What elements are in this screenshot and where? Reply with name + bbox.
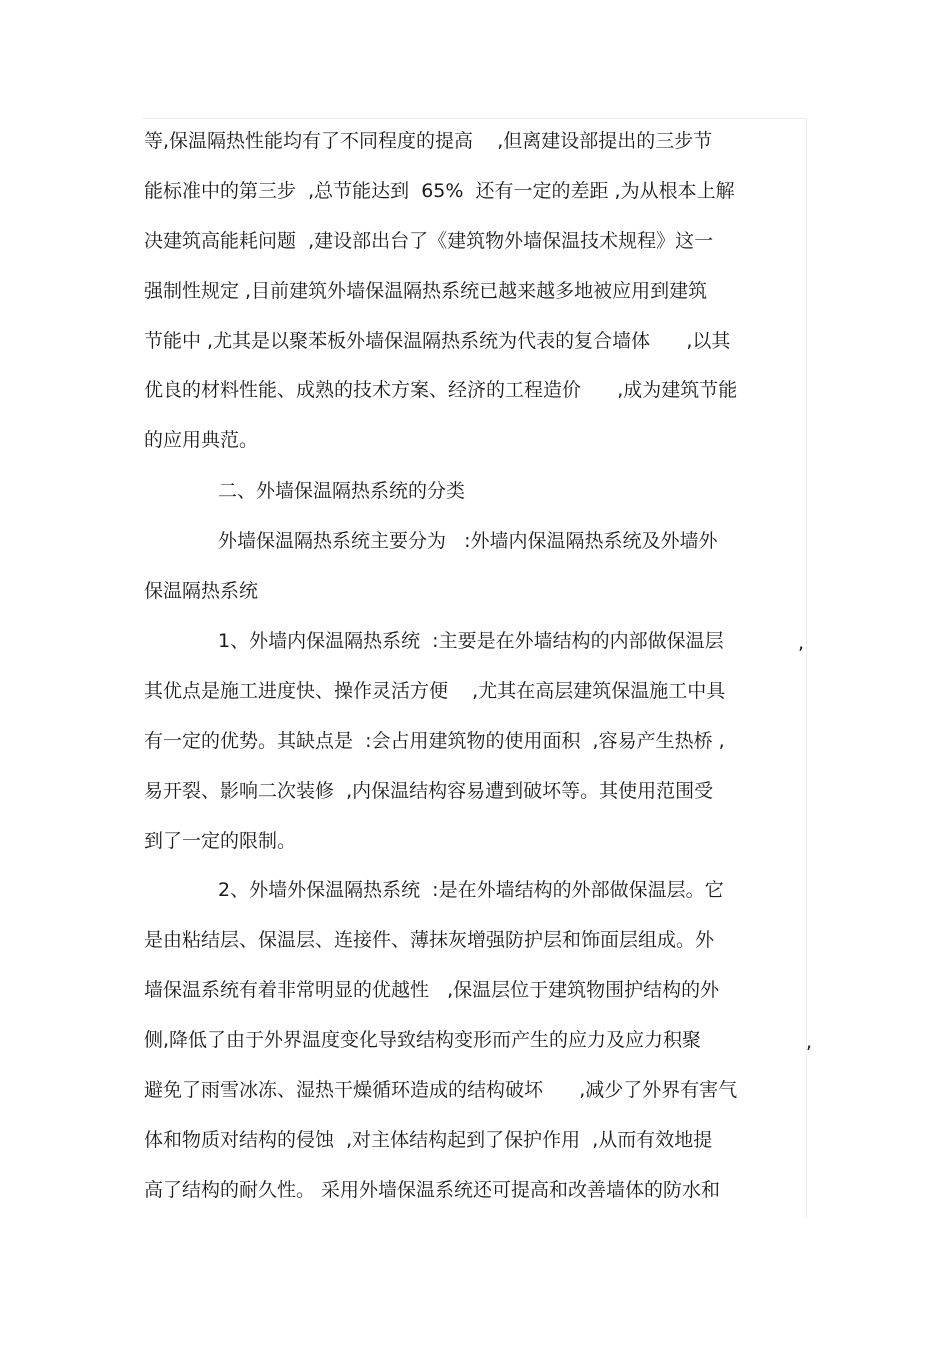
text-line-21: 体和物质对结构的侵蚀 ,对主体结构起到了保护作用 ,从而有效地提 (144, 1129, 713, 1151)
text-line-6: 优良的材料性能、成熟的技术方案、经济的工程造价 ,成为建筑节能 (144, 379, 738, 401)
trailing-comma-1: , (798, 632, 805, 654)
text-line-1: 等,保温隔热性能均有了不同程度的提高 ,但离建设部提出的三步节 (144, 130, 713, 152)
trailing-comma-2: , (806, 1031, 813, 1053)
text-line-17: 是由粘结层、保温层、连接件、薄抹灰增强防护层和饰面层组成。外 (144, 929, 715, 951)
text-line-2: 能标准中的第三步 ,总节能达到 65% 还有一定的差距 ,为从根本上解 (144, 180, 735, 202)
text-line-5: 节能中 ,尤其是以聚苯板外墙保温隔热系统为代表的复合墙体 ,以其 (144, 330, 731, 352)
text-line-22: 高了结构的耐久性。 采用外墙保温系统还可提高和改善墙体的防水和 (144, 1179, 721, 1201)
text-line-19: 侧,降低了由于外界温度变化导致结构变形而产生的应力及应力积聚 (144, 1029, 702, 1051)
text-line-11: 1、外墙内保温隔热系统 :主要是在外墙结构的内部做保温层 (218, 630, 724, 652)
text-line-7: 的应用典范。 (144, 429, 259, 451)
text-line-15: 到了一定的限制。 (144, 830, 297, 852)
text-line-14: 易开裂、影响二次装修 ,内保温结构容易遭到破坏等。其使用范围受 (144, 780, 714, 802)
text-line-9: 外墙保温隔热系统主要分为 :外墙内保温隔热系统及外墙外 (218, 530, 718, 552)
text-line-18: 墙保温系统有着非常明显的优越性 ,保温层位于建筑物围护结构的外 (144, 979, 720, 1001)
text-line-4: 强制性规定 ,目前建筑外墙保温隔热系统已越来越多地被应用到建筑 (144, 280, 708, 302)
section-heading: 二、外墙保温隔热系统的分类 (218, 480, 466, 502)
text-line-16: 2、外墙外保温隔热系统 :是在外墙结构的外部做保温层。它 (218, 879, 724, 901)
text-line-3: 决建筑高能耗问题 ,建设部出台了《建筑物外墙保温技术规程》这一 (144, 230, 714, 252)
text-line-13: 有一定的优势。其缺点是 :会占用建筑物的使用面积 ,容易产生热桥 , (144, 730, 725, 752)
text-line-12: 其优点是施工进度快、操作灵活方便 ,尤其在高层建筑保温施工中具 (144, 680, 726, 702)
text-line-20: 避免了雨雪冰冻、湿热干燥循环造成的结构破坏 ,减少了外界有害气 (144, 1079, 738, 1101)
text-line-10: 保温隔热系统 (144, 580, 259, 602)
